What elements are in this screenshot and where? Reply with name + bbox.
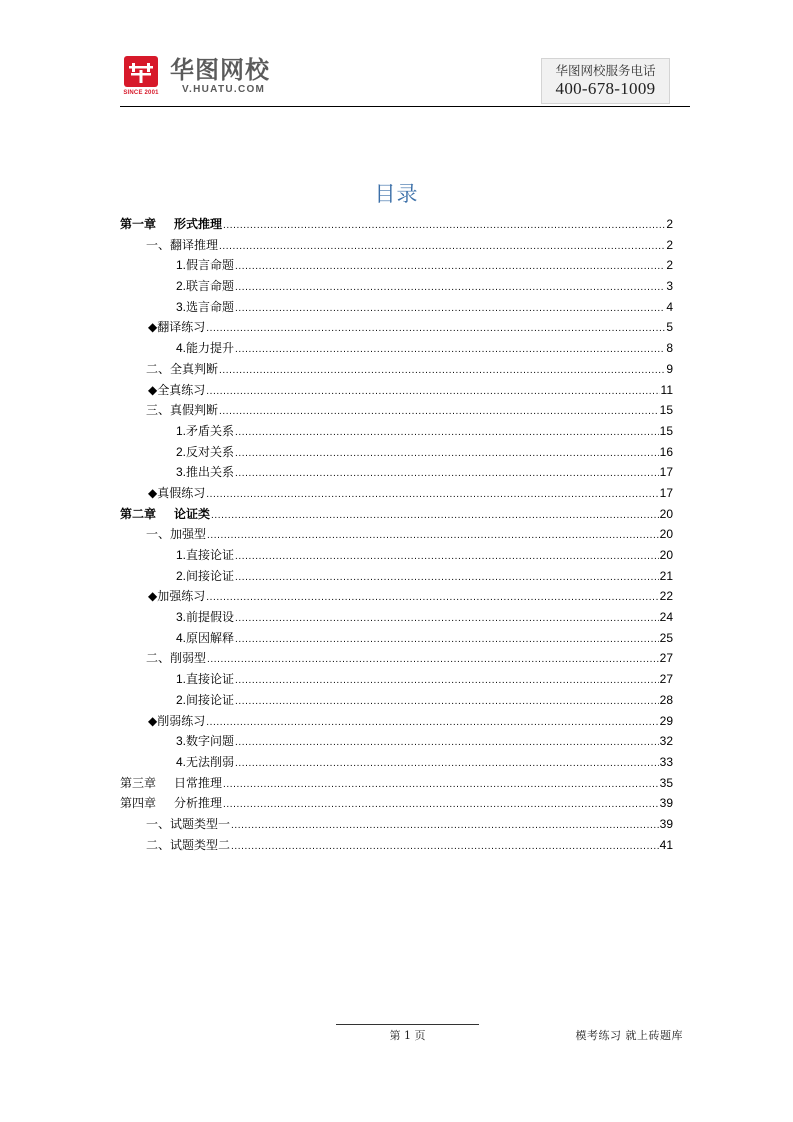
toc-entry[interactable] (120, 297, 673, 318)
toc-entry-text: 推出关系 (186, 465, 235, 480)
toc-entry-text: 全真练习 (157, 382, 206, 397)
toc-entry[interactable] (120, 504, 673, 525)
toc-entry-label (176, 255, 234, 276)
hotline-label: 华图网校服务电话 (555, 63, 656, 78)
toc-title: 目录 (374, 182, 419, 206)
dot-leader (207, 650, 659, 671)
toc-entry-text: 前提假设 (186, 610, 235, 625)
toc-entry-prefix: 第二章 (120, 506, 157, 521)
toc-entry-text: 无法削弱 (186, 754, 235, 769)
dot-leader (235, 444, 659, 465)
toc-entry-label (146, 524, 206, 545)
toc-entry[interactable] (120, 524, 673, 545)
toc-entry-label (120, 214, 222, 235)
toc-entry-prefix: 4. (176, 341, 187, 356)
dot-leader (223, 775, 659, 796)
toc-entry-prefix: 1. (176, 548, 187, 562)
toc-entry[interactable] (120, 442, 673, 463)
toc-entry-page: 39 (659, 796, 673, 811)
toc-entry-prefix: 一、 (146, 816, 171, 831)
toc-entry-label (176, 545, 234, 566)
toc-entry-text: 间接论证 (186, 568, 235, 583)
toc-entry[interactable] (120, 317, 673, 338)
logo-mark (120, 56, 162, 100)
toc-entry-prefix: 1. (176, 672, 187, 687)
diamond-bullet-icon: ◆ (148, 485, 158, 500)
dot-leader (207, 526, 659, 547)
toc-entry-prefix: 第三章 (120, 775, 157, 790)
toc-entry-prefix: 第一章 (120, 217, 157, 231)
toc-entry-page: 3 (666, 279, 673, 294)
toc-entry-page: 27 (659, 651, 673, 666)
toc-entry-label (146, 359, 218, 380)
toc-entry[interactable] (120, 566, 673, 587)
logo-brand-name: 华图网校 (170, 56, 270, 84)
toc-entry-page: 22 (659, 589, 673, 604)
toc-entry[interactable] (120, 752, 673, 773)
toc-entry-text: 削弱练习 (157, 713, 206, 728)
dot-leader (235, 278, 665, 299)
toc-entry-label (120, 773, 222, 794)
dot-leader (219, 237, 665, 258)
toc-entry-prefix: 2. (176, 568, 187, 583)
toc-entry-page: 9 (666, 361, 673, 376)
toc-entry-label (120, 793, 222, 814)
toc-entry[interactable] (120, 545, 673, 566)
toc-entry-prefix: 二、 (146, 651, 171, 666)
toc-entry-prefix: 二、 (146, 361, 171, 376)
toc-entry-page: 20 (659, 548, 673, 562)
toc-entry-text: 直接论证 (186, 548, 235, 562)
toc-entry-page: 15 (659, 423, 673, 438)
dot-leader (235, 692, 659, 713)
diamond-bullet-icon: ◆ (148, 589, 158, 604)
toc-entry-text: 试题类型二 (170, 837, 231, 852)
toc-entry-text: 真假练习 (157, 485, 206, 500)
toc-entry-text: 联言命题 (186, 279, 235, 294)
toc-entry-text: 翻译练习 (157, 320, 206, 335)
dot-leader (235, 464, 659, 485)
dot-leader (231, 816, 659, 837)
toc-entry[interactable] (120, 276, 673, 297)
toc-entry-page: 29 (659, 713, 673, 728)
dot-leader (235, 340, 665, 361)
table-of-contents (120, 214, 673, 855)
toc-entry-page: 27 (659, 672, 673, 687)
toc-entry-page: 32 (659, 734, 673, 749)
toc-entry-label (148, 483, 205, 504)
toc-entry-prefix: 2. (176, 444, 187, 459)
logo-since-text: SINCE 2001 (123, 90, 159, 96)
toc-entry-prefix: 4. (176, 754, 187, 769)
toc-entry-page: 2 (666, 237, 673, 252)
toc-entry-text: 数字问题 (186, 734, 235, 749)
toc-entry-text: 日常推理 (174, 775, 223, 790)
toc-entry-label (146, 648, 206, 669)
dot-leader (235, 547, 659, 568)
dot-leader (235, 257, 665, 278)
toc-entry[interactable] (120, 793, 673, 814)
toc-entry[interactable] (120, 648, 673, 669)
toc-entry-prefix: 一、 (146, 527, 171, 542)
toc-entry-label (176, 566, 234, 587)
toc-entry-page: 41 (659, 837, 673, 852)
toc-entry-label (146, 814, 230, 835)
diamond-bullet-icon: ◆ (148, 713, 158, 728)
toc-entry-text: 全真判断 (170, 361, 219, 376)
toc-entry-label (146, 835, 230, 856)
toc-entry-text: 直接论证 (186, 672, 235, 687)
toc-entry-page: 16 (659, 444, 673, 459)
toc-entry-label (176, 690, 234, 711)
toc-entry-page: 2 (666, 217, 673, 231)
toc-entry-page: 28 (659, 692, 673, 707)
toc-entry-text: 形式推理 (174, 217, 223, 231)
toc-entry-page: 17 (659, 465, 673, 480)
footer-slogan: 模考练习 就上砖题库 (575, 1029, 683, 1042)
toc-entry[interactable] (120, 214, 673, 235)
toc-entry[interactable] (120, 338, 673, 359)
dot-leader (235, 630, 659, 651)
toc-entry[interactable] (120, 814, 673, 835)
hotline-number: 400-678-1009 (555, 79, 656, 98)
toc-entry[interactable] (120, 359, 673, 380)
toc-entry[interactable] (120, 690, 673, 711)
dot-leader (206, 588, 658, 609)
toc-entry-text: 反对关系 (186, 444, 235, 459)
toc-entry-label (176, 338, 234, 359)
toc-entry-page: 2 (666, 258, 673, 273)
toc-entry-page: 15 (659, 403, 673, 418)
toc-entry-prefix: 2. (176, 279, 187, 294)
toc-entry-label (148, 586, 205, 607)
toc-entry-label (176, 442, 234, 463)
toc-entry[interactable] (120, 711, 673, 732)
dot-leader (219, 402, 659, 423)
dot-leader (235, 671, 659, 692)
toc-entry-label (148, 380, 205, 401)
toc-entry-prefix: 第四章 (120, 796, 157, 811)
dot-leader (206, 713, 658, 734)
toc-entry-page: 11 (660, 382, 673, 397)
toc-entry-text: 翻译推理 (170, 237, 219, 252)
toc-entry[interactable] (120, 628, 673, 649)
toc-entry[interactable] (120, 607, 673, 628)
dot-leader (235, 754, 659, 775)
toc-entry-text: 原因解释 (186, 630, 235, 645)
header-divider (120, 106, 690, 107)
toc-entry[interactable] (120, 586, 673, 607)
toc-entry-prefix: 1. (176, 423, 187, 438)
toc-entry[interactable] (120, 255, 673, 276)
dot-leader (206, 485, 658, 506)
toc-entry-prefix: 3. (176, 610, 187, 625)
logo-url: V.HUATU.COM (182, 84, 266, 95)
dot-leader (223, 795, 659, 816)
toc-entry-prefix: 三、 (146, 403, 171, 418)
toc-entry-prefix: 3. (176, 299, 187, 314)
toc-entry-text: 加强练习 (157, 589, 206, 604)
toc-entry-page: 35 (659, 775, 673, 790)
toc-entry-prefix: 二、 (146, 837, 171, 852)
toc-entry-page: 25 (659, 630, 673, 645)
toc-entry-text: 间接论证 (186, 692, 235, 707)
toc-entry-page: 8 (666, 341, 673, 356)
toc-entry-prefix: 3. (176, 734, 187, 749)
toc-entry-text: 选言命题 (186, 299, 235, 314)
toc-entry-label (176, 752, 234, 773)
toc-entry-prefix: 2. (176, 692, 187, 707)
toc-entry[interactable] (120, 835, 673, 856)
toc-entry[interactable] (120, 400, 673, 421)
toc-entry-prefix: 4. (176, 630, 187, 645)
toc-entry-label (176, 462, 234, 483)
toc-entry-page: 17 (659, 485, 673, 500)
logo-badge-icon (124, 56, 158, 87)
diamond-bullet-icon: ◆ (148, 320, 158, 335)
toc-entry-label (148, 317, 205, 338)
dot-leader (219, 361, 665, 382)
toc-entry-text: 分析推理 (174, 796, 223, 811)
dot-leader (235, 423, 659, 444)
dot-leader (206, 319, 665, 340)
dot-leader (231, 837, 659, 858)
toc-entry[interactable] (120, 669, 673, 690)
dot-leader (235, 733, 659, 754)
toc-entry-text: 加强型 (170, 527, 207, 542)
toc-entry-page: 20 (659, 527, 673, 542)
dot-leader (206, 382, 659, 403)
toc-entry-text: 真假判断 (170, 403, 219, 418)
toc-entry-label (176, 607, 234, 628)
toc-entry-page: 4 (666, 299, 673, 314)
toc-entry-text: 矛盾关系 (186, 423, 235, 438)
toc-entry-label (176, 669, 234, 690)
huatu-logo (120, 56, 270, 100)
dot-leader (235, 609, 659, 630)
toc-entry-label (146, 400, 218, 421)
toc-entry-page: 21 (659, 568, 673, 583)
toc-entry-text: 削弱型 (170, 651, 207, 666)
toc-entry-page: 20 (659, 506, 673, 521)
toc-entry-label (120, 504, 210, 525)
toc-entry[interactable] (120, 235, 673, 256)
toc-entry-text: 假言命题 (186, 258, 235, 273)
toc-entry-page: 24 (659, 610, 673, 625)
service-hotline-box (541, 58, 670, 104)
toc-entry-label (176, 297, 234, 318)
page-header (120, 56, 690, 106)
toc-entry-label (176, 731, 234, 752)
toc-entry-prefix: 一、 (146, 237, 171, 252)
toc-entry[interactable] (120, 380, 673, 401)
toc-entry-prefix: 1. (176, 258, 187, 273)
toc-entry-label (146, 235, 218, 256)
footer-page-number: 第 1 页 (389, 1029, 426, 1042)
toc-entry-page: 39 (659, 816, 673, 831)
dot-leader (235, 568, 659, 589)
dot-leader (235, 299, 665, 320)
toc-entry-page: 33 (659, 754, 673, 769)
footer-divider (336, 1024, 479, 1025)
toc-entry-text: 能力提升 (186, 341, 235, 356)
toc-entry[interactable] (120, 421, 673, 442)
toc-entry-page: 5 (666, 320, 673, 335)
toc-entry-text: 试题类型一 (170, 816, 231, 831)
toc-entry[interactable] (120, 483, 673, 504)
toc-entry[interactable] (120, 773, 673, 794)
toc-entry[interactable] (120, 462, 673, 483)
dot-leader (211, 506, 659, 527)
toc-entry-label (176, 276, 234, 297)
toc-entry-label (148, 711, 205, 732)
toc-entry-prefix: 3. (176, 465, 187, 480)
toc-entry-label (176, 628, 234, 649)
toc-entry-text: 论证类 (174, 506, 211, 521)
dot-leader (223, 216, 665, 237)
diamond-bullet-icon: ◆ (148, 382, 158, 397)
toc-entry[interactable] (120, 731, 673, 752)
toc-entry-label (176, 421, 234, 442)
